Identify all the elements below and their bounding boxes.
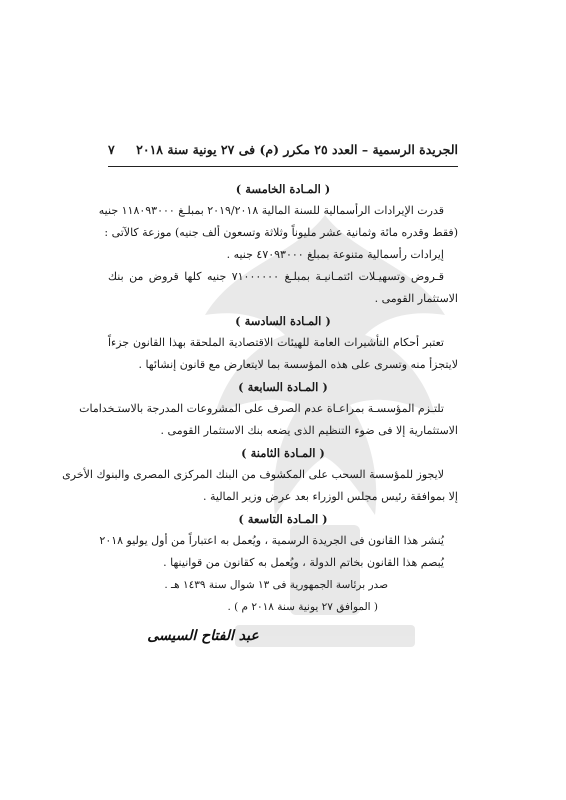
text-line: يُنشر هذا القانون فى الجريدة الرسمية ، ويُعمل به اعتباراً من أول يوليو ٢٠١٨ — [99, 534, 444, 547]
presidential-signature: عبد الفتاح السيسى — [147, 628, 259, 644]
page-header — [108, 142, 458, 157]
article-heading: ( المـادة السادسة ) — [235, 314, 331, 328]
text-line: (فقط وقدره مائة وثمانية عشر مليوناً وثلاثة وتسعون ألف جنيه) موزعة كالآتى : — [104, 226, 458, 239]
header-divider — [108, 166, 458, 167]
text-line: لايجوز للمؤسسة السحب على المكشوف من البنك المركزى المصرى والبنوك الأخرى — [62, 468, 444, 481]
page-number: ٧ — [108, 142, 115, 157]
document-body — [62, 178, 458, 618]
text-line: لايتجزأ منه وتسرى على هذه المؤسسة بما لايتعارض مع قانون إنشائها . — [138, 358, 458, 371]
text-line: إيرادات رأسمالية متنوعة بمبلغ ٤٧٠٩٣٠٠٠ جنيه . — [226, 248, 444, 261]
text-line: تعتبر أحكام التأشيرات العامة للهيئات الاقتصادية الملحقة بهذا القانون جزءاً — [108, 336, 444, 349]
text-line: إلا بموافقة رئيس مجلس الوزراء بعد عرض وزير المالية . — [202, 490, 458, 503]
text-line: الاستثمارية إلا فى ضوء التنظيم الذى يضعه بنك الاستثمار القومى . — [160, 424, 458, 437]
text-line: قدرت الإيرادات الرأسمالية للسنة المالية ٢٠١٩/٢٠١٨ بمبلـغ ١١٨٠٩٣٠٠٠ جنيه — [98, 204, 444, 217]
issued-gregorian-date: ( الموافق ٢٧ يونية سنة ٢٠١٨ م ) . — [227, 601, 378, 613]
article-heading: ( المـادة التاسعة ) — [238, 512, 328, 526]
text-line: يُبصم هذا القانون بخاتم الدولة ، ويُعمل به كقانون من قوانينها . — [163, 556, 444, 569]
article-heading: ( المـادة السابعة ) — [238, 380, 328, 394]
text-line: الاستثمار القومى . — [374, 292, 458, 305]
article-heading: ( المـادة الخامسة ) — [235, 182, 331, 196]
header-title: الجريدة الرسمية – العدد ٢٥ مكرر (م) فى ٢٧ يونية سنة ٢٠١٨ — [136, 142, 458, 157]
text-line: تلتـزم المؤسسـة بمراعـاة عدم الصرف على المشروعات المدرجة بالاستـخدامات — [79, 402, 444, 415]
article-heading: ( المـادة الثامنة ) — [241, 446, 325, 460]
issued-date: صدر برئاسة الجمهورية فى ١٣ شوال سنة ١٤٣٩ هـ . — [164, 579, 388, 591]
text-line: قـروض وتسهيـلات ائتمـانيـة بمبلـغ ٧١٠٠٠٠٠٠ جنيه كلها قروض من بنك — [108, 270, 444, 283]
